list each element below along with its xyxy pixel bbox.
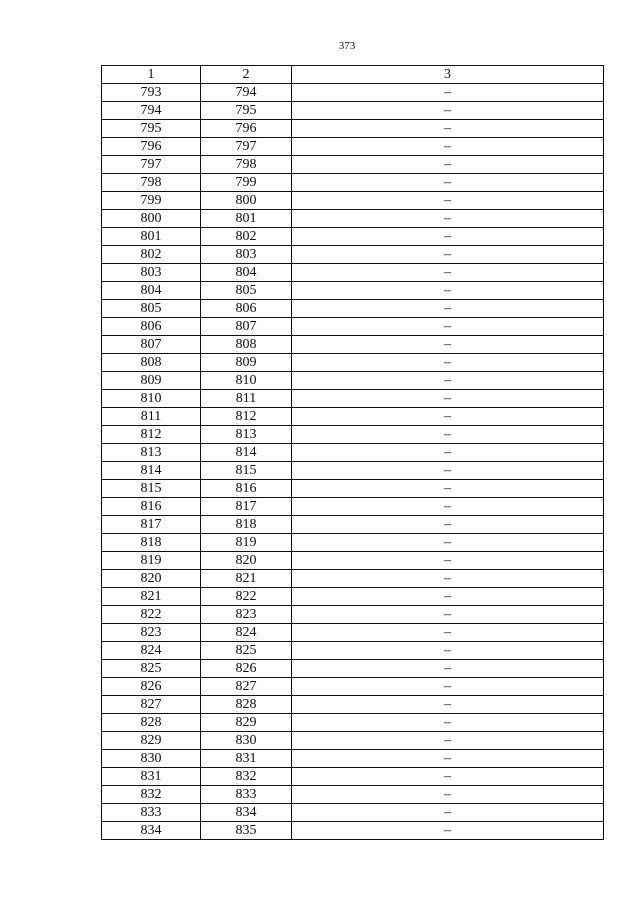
table-cell-col-2: 811 [201, 390, 292, 408]
table-cell-col-1: 830 [102, 750, 201, 768]
table-body [102, 84, 604, 840]
table-cell-col-1: 832 [102, 786, 201, 804]
table-cell-col-2: 814 [201, 444, 292, 462]
table-cell-col-2: 797 [201, 138, 292, 156]
table-cell-col-2: 825 [201, 642, 292, 660]
data-table [101, 65, 604, 840]
table-row [102, 174, 604, 192]
table-cell-col-2: 830 [201, 732, 292, 750]
table-row [102, 282, 604, 300]
table-row [102, 372, 604, 390]
table-cell-col-3: – [292, 696, 604, 714]
table-row [102, 750, 604, 768]
table-cell-col-3: – [292, 552, 604, 570]
table-row [102, 588, 604, 606]
page-number: 373 [338, 40, 356, 52]
table-cell-col-3: – [292, 660, 604, 678]
table-row [102, 516, 604, 534]
table-row [102, 228, 604, 246]
table-cell-col-1: 808 [102, 354, 201, 372]
table-row [102, 534, 604, 552]
table-cell-col-1: 816 [102, 498, 201, 516]
table-cell-col-3: – [292, 588, 604, 606]
table-cell-col-1: 807 [102, 336, 201, 354]
table-cell-col-1: 800 [102, 210, 201, 228]
table-row [102, 480, 604, 498]
table-cell-col-3: – [292, 534, 604, 552]
table-cell-col-1: 819 [102, 552, 201, 570]
table-row [102, 822, 604, 840]
table-cell-col-2: 831 [201, 750, 292, 768]
table-row [102, 804, 604, 822]
table-cell-col-3: – [292, 192, 604, 210]
table-cell-col-3: – [292, 282, 604, 300]
table-cell-col-2: 824 [201, 624, 292, 642]
table-cell-col-2: 816 [201, 480, 292, 498]
table-cell-col-2: 822 [201, 588, 292, 606]
table-row [102, 210, 604, 228]
table-cell-col-3: – [292, 606, 604, 624]
table-row [102, 138, 604, 156]
table-cell-col-1: 834 [102, 822, 201, 840]
table-cell-col-3: – [292, 318, 604, 336]
table-row [102, 714, 604, 732]
table-cell-col-3: – [292, 228, 604, 246]
table-cell-col-1: 826 [102, 678, 201, 696]
table-cell-col-2: 818 [201, 516, 292, 534]
table-cell-col-2: 827 [201, 678, 292, 696]
table-cell-col-2: 823 [201, 606, 292, 624]
table-cell-col-3: – [292, 138, 604, 156]
table-row [102, 786, 604, 804]
table-row [102, 552, 604, 570]
column-header-3: 3 [292, 66, 604, 84]
table-cell-col-3: – [292, 372, 604, 390]
table-cell-col-1: 814 [102, 462, 201, 480]
table-cell-col-3: – [292, 336, 604, 354]
table-cell-col-2: 799 [201, 174, 292, 192]
table-cell-col-2: 829 [201, 714, 292, 732]
table-cell-col-2: 800 [201, 192, 292, 210]
table-cell-col-1: 823 [102, 624, 201, 642]
table-cell-col-2: 794 [201, 84, 292, 102]
table-cell-col-2: 796 [201, 120, 292, 138]
table-row [102, 426, 604, 444]
table-row [102, 624, 604, 642]
table-cell-col-3: – [292, 390, 604, 408]
table-cell-col-3: – [292, 300, 604, 318]
table-cell-col-2: 828 [201, 696, 292, 714]
table-cell-col-1: 804 [102, 282, 201, 300]
column-header-2: 2 [201, 66, 292, 84]
table-row [102, 102, 604, 120]
table-cell-col-3: – [292, 84, 604, 102]
table-cell-col-3: – [292, 156, 604, 174]
table-cell-col-1: 825 [102, 660, 201, 678]
table-row [102, 246, 604, 264]
table-cell-col-3: – [292, 642, 604, 660]
table-cell-col-1: 795 [102, 120, 201, 138]
table-cell-col-3: – [292, 426, 604, 444]
table-cell-col-3: – [292, 822, 604, 840]
table-cell-col-2: 819 [201, 534, 292, 552]
table-cell-col-1: 815 [102, 480, 201, 498]
table-cell-col-1: 810 [102, 390, 201, 408]
table-cell-col-1: 818 [102, 534, 201, 552]
table-cell-col-3: – [292, 804, 604, 822]
table-row [102, 570, 604, 588]
table-cell-col-1: 831 [102, 768, 201, 786]
table-cell-col-2: 795 [201, 102, 292, 120]
table-cell-col-1: 809 [102, 372, 201, 390]
table-row [102, 84, 604, 102]
table-cell-col-3: – [292, 444, 604, 462]
table-cell-col-3: – [292, 750, 604, 768]
table-row [102, 264, 604, 282]
table-header [102, 66, 604, 84]
table-cell-col-2: 798 [201, 156, 292, 174]
table-row [102, 390, 604, 408]
header-row [102, 66, 604, 84]
table-cell-col-3: – [292, 174, 604, 192]
table-cell-col-1: 824 [102, 642, 201, 660]
table-cell-col-2: 820 [201, 552, 292, 570]
table-cell-col-2: 804 [201, 264, 292, 282]
table-row [102, 606, 604, 624]
data-table-container [101, 65, 603, 840]
table-cell-col-1: 794 [102, 102, 201, 120]
table-row [102, 642, 604, 660]
table-cell-col-1: 817 [102, 516, 201, 534]
table-cell-col-1: 799 [102, 192, 201, 210]
table-row [102, 732, 604, 750]
table-cell-col-1: 828 [102, 714, 201, 732]
table-cell-col-2: 833 [201, 786, 292, 804]
table-cell-col-1: 802 [102, 246, 201, 264]
table-cell-col-2: 807 [201, 318, 292, 336]
table-cell-col-1: 811 [102, 408, 201, 426]
table-cell-col-3: – [292, 786, 604, 804]
table-cell-col-3: – [292, 732, 604, 750]
table-cell-col-1: 827 [102, 696, 201, 714]
table-row [102, 444, 604, 462]
table-cell-col-2: 835 [201, 822, 292, 840]
table-row [102, 318, 604, 336]
table-row [102, 678, 604, 696]
table-cell-col-3: – [292, 624, 604, 642]
table-row [102, 768, 604, 786]
table-row [102, 462, 604, 480]
table-row [102, 696, 604, 714]
table-cell-col-3: – [292, 480, 604, 498]
table-cell-col-3: – [292, 102, 604, 120]
column-header-1: 1 [102, 66, 201, 84]
table-row [102, 120, 604, 138]
table-cell-col-3: – [292, 354, 604, 372]
table-cell-col-2: 809 [201, 354, 292, 372]
table-cell-col-1: 821 [102, 588, 201, 606]
table-cell-col-2: 802 [201, 228, 292, 246]
table-cell-col-2: 813 [201, 426, 292, 444]
table-cell-col-1: 820 [102, 570, 201, 588]
table-cell-col-1: 805 [102, 300, 201, 318]
table-cell-col-1: 822 [102, 606, 201, 624]
table-cell-col-1: 829 [102, 732, 201, 750]
table-cell-col-2: 810 [201, 372, 292, 390]
table-cell-col-1: 793 [102, 84, 201, 102]
table-cell-col-3: – [292, 768, 604, 786]
table-row [102, 498, 604, 516]
table-cell-col-3: – [292, 462, 604, 480]
table-row [102, 300, 604, 318]
table-row [102, 408, 604, 426]
table-cell-col-2: 808 [201, 336, 292, 354]
table-cell-col-1: 833 [102, 804, 201, 822]
table-cell-col-3: – [292, 210, 604, 228]
table-cell-col-1: 796 [102, 138, 201, 156]
table-cell-col-2: 826 [201, 660, 292, 678]
table-cell-col-3: – [292, 408, 604, 426]
table-cell-col-3: – [292, 120, 604, 138]
table-row [102, 336, 604, 354]
table-row [102, 192, 604, 210]
table-cell-col-3: – [292, 498, 604, 516]
table-cell-col-1: 813 [102, 444, 201, 462]
table-row [102, 156, 604, 174]
table-cell-col-2: 801 [201, 210, 292, 228]
table-cell-col-1: 812 [102, 426, 201, 444]
table-cell-col-2: 834 [201, 804, 292, 822]
table-cell-col-2: 817 [201, 498, 292, 516]
table-cell-col-1: 801 [102, 228, 201, 246]
table-row [102, 354, 604, 372]
table-cell-col-1: 806 [102, 318, 201, 336]
table-cell-col-2: 812 [201, 408, 292, 426]
table-cell-col-2: 832 [201, 768, 292, 786]
table-cell-col-3: – [292, 246, 604, 264]
table-cell-col-3: – [292, 516, 604, 534]
table-cell-col-2: 803 [201, 246, 292, 264]
table-cell-col-1: 797 [102, 156, 201, 174]
table-row [102, 660, 604, 678]
table-cell-col-2: 805 [201, 282, 292, 300]
table-cell-col-1: 803 [102, 264, 201, 282]
table-cell-col-2: 821 [201, 570, 292, 588]
table-cell-col-1: 798 [102, 174, 201, 192]
table-cell-col-3: – [292, 570, 604, 588]
table-cell-col-2: 806 [201, 300, 292, 318]
table-cell-col-3: – [292, 714, 604, 732]
table-cell-col-3: – [292, 678, 604, 696]
table-cell-col-2: 815 [201, 462, 292, 480]
table-cell-col-3: – [292, 264, 604, 282]
